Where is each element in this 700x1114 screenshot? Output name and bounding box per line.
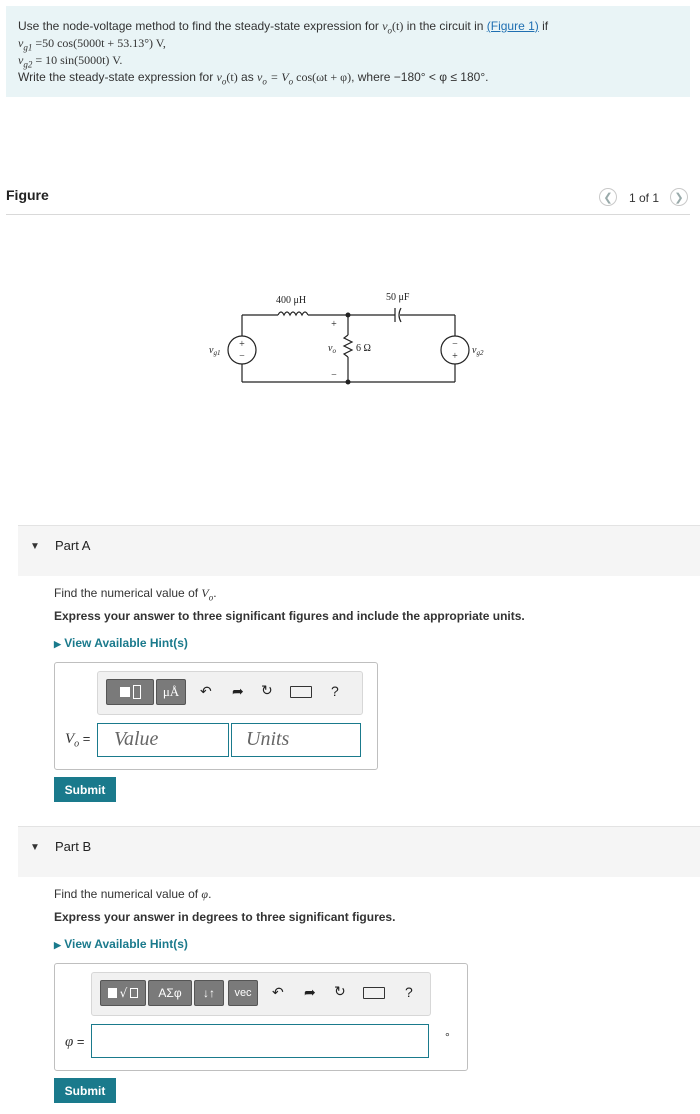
part-a-toolbar [97,671,363,715]
part-a-submit-button[interactable]: Submit [54,777,116,802]
help-icon[interactable]: ? [331,683,339,699]
part-b-title: Part B [55,839,92,854]
greek-button[interactable]: ΑΣφ [148,980,192,1006]
next-figure-button[interactable] [670,188,688,206]
keyboard-icon[interactable] [290,685,312,701]
problem-line-2: $v_{g1} =50$ cos(5000t + 53.13°) V, [18,36,166,53]
part-b-hint-link[interactable]: ▶ View Available Hint(s) [54,937,188,951]
part-b-answer-box [54,963,468,1071]
source1-minus: − [239,351,245,362]
figure-pager: 1 of 1 [629,191,660,205]
template-button[interactable] [106,679,154,705]
bottom-node [346,380,351,385]
degree-unit: ° [445,1030,450,1044]
problem-line-3: $v_{g2} = 10$ sin(5000t) V. [18,53,123,70]
math-template-button[interactable] [100,980,146,1006]
vo-plus: + [331,319,337,330]
part-a-answer-box [54,662,378,770]
part-b-header[interactable] [18,826,700,877]
undo-icon[interactable]: ↶ [200,683,212,699]
problem-line-4: Write the steady-state expression for $v_o(t)$ as $v_o = V_o$ cos(ωt + φ), where −180° < φ ≤ 180°. [18,70,489,87]
units-input[interactable] [231,723,361,757]
undo-icon[interactable]: ↶ [272,984,284,1000]
arrows-button[interactable]: ↓↑ [194,980,224,1006]
reset-icon[interactable]: ↻ [261,682,273,698]
source2-minus: − [452,339,458,350]
part-a-hint-link[interactable]: ▶ View Available Hint(s) [54,636,188,650]
redo-icon[interactable]: ➦ [304,984,316,1000]
keyboard-icon[interactable] [363,986,385,1002]
units-placeholder: Units [246,728,290,750]
top-node [346,313,351,318]
figure-title: Figure [6,187,49,203]
units-button[interactable]: μÅ [156,679,186,705]
problem-statement [6,6,690,97]
chevron-left-icon: ❮ [603,191,613,204]
source2-plus: + [452,351,458,362]
circuit-diagram [200,285,500,395]
capacitor-label: 50 μF [386,292,410,303]
source2-label: $v_{g2}$ [472,345,484,357]
phi-input[interactable] [91,1024,429,1058]
vec-button[interactable]: vec [228,980,258,1006]
triangle-right-icon: ▶ [54,940,61,950]
part-b-emphasis: Express your answer in degrees to three significant figures. [54,910,396,924]
value-placeholder: Value [114,728,159,750]
prev-figure-button[interactable] [599,188,617,206]
value-input[interactable] [97,723,229,757]
source1-plus: + [239,339,245,350]
vo-input-label: $V_o$ = [65,731,91,750]
redo-icon[interactable]: ➦ [232,683,244,699]
phi-input-label: φ = [65,1034,85,1050]
triangle-right-icon: ▶ [54,639,61,649]
chevron-right-icon: ❯ [674,191,684,204]
part-b-toolbar [91,972,431,1016]
figure-divider [6,214,690,215]
inductor-label: 400 μH [276,295,307,306]
caret-down-icon[interactable]: ▼ [30,541,40,552]
help-icon[interactable]: ? [405,984,413,1000]
source1-label: $v_{g1}$ [209,345,221,357]
part-a-title: Part A [55,538,91,553]
figure-link[interactable]: (Figure 1) [486,19,539,33]
sqrt-template-icon: √ [108,986,139,1000]
vo-minus: − [331,370,337,381]
vo-label: $v_o$ [328,343,336,355]
part-a-header[interactable] [18,525,700,576]
part-a-emphasis: Express your answer to three significant figures and include the appropriate units. [54,609,525,623]
problem-line-1: Use the node-voltage method to find the steady-state expression for $v_o(t)$ in the circuit in (Figure 1) if [18,19,549,36]
part-b-submit-button[interactable]: Submit [54,1078,116,1103]
template-icon [120,685,141,699]
caret-down-icon[interactable]: ▼ [30,842,40,853]
resistor-label: 6 Ω [356,343,371,354]
part-b-instruction: Find the numerical value of φ. [54,887,212,901]
reset-icon[interactable]: ↻ [334,983,346,999]
part-a-instruction: Find the numerical value of $V_o$. [54,586,217,603]
